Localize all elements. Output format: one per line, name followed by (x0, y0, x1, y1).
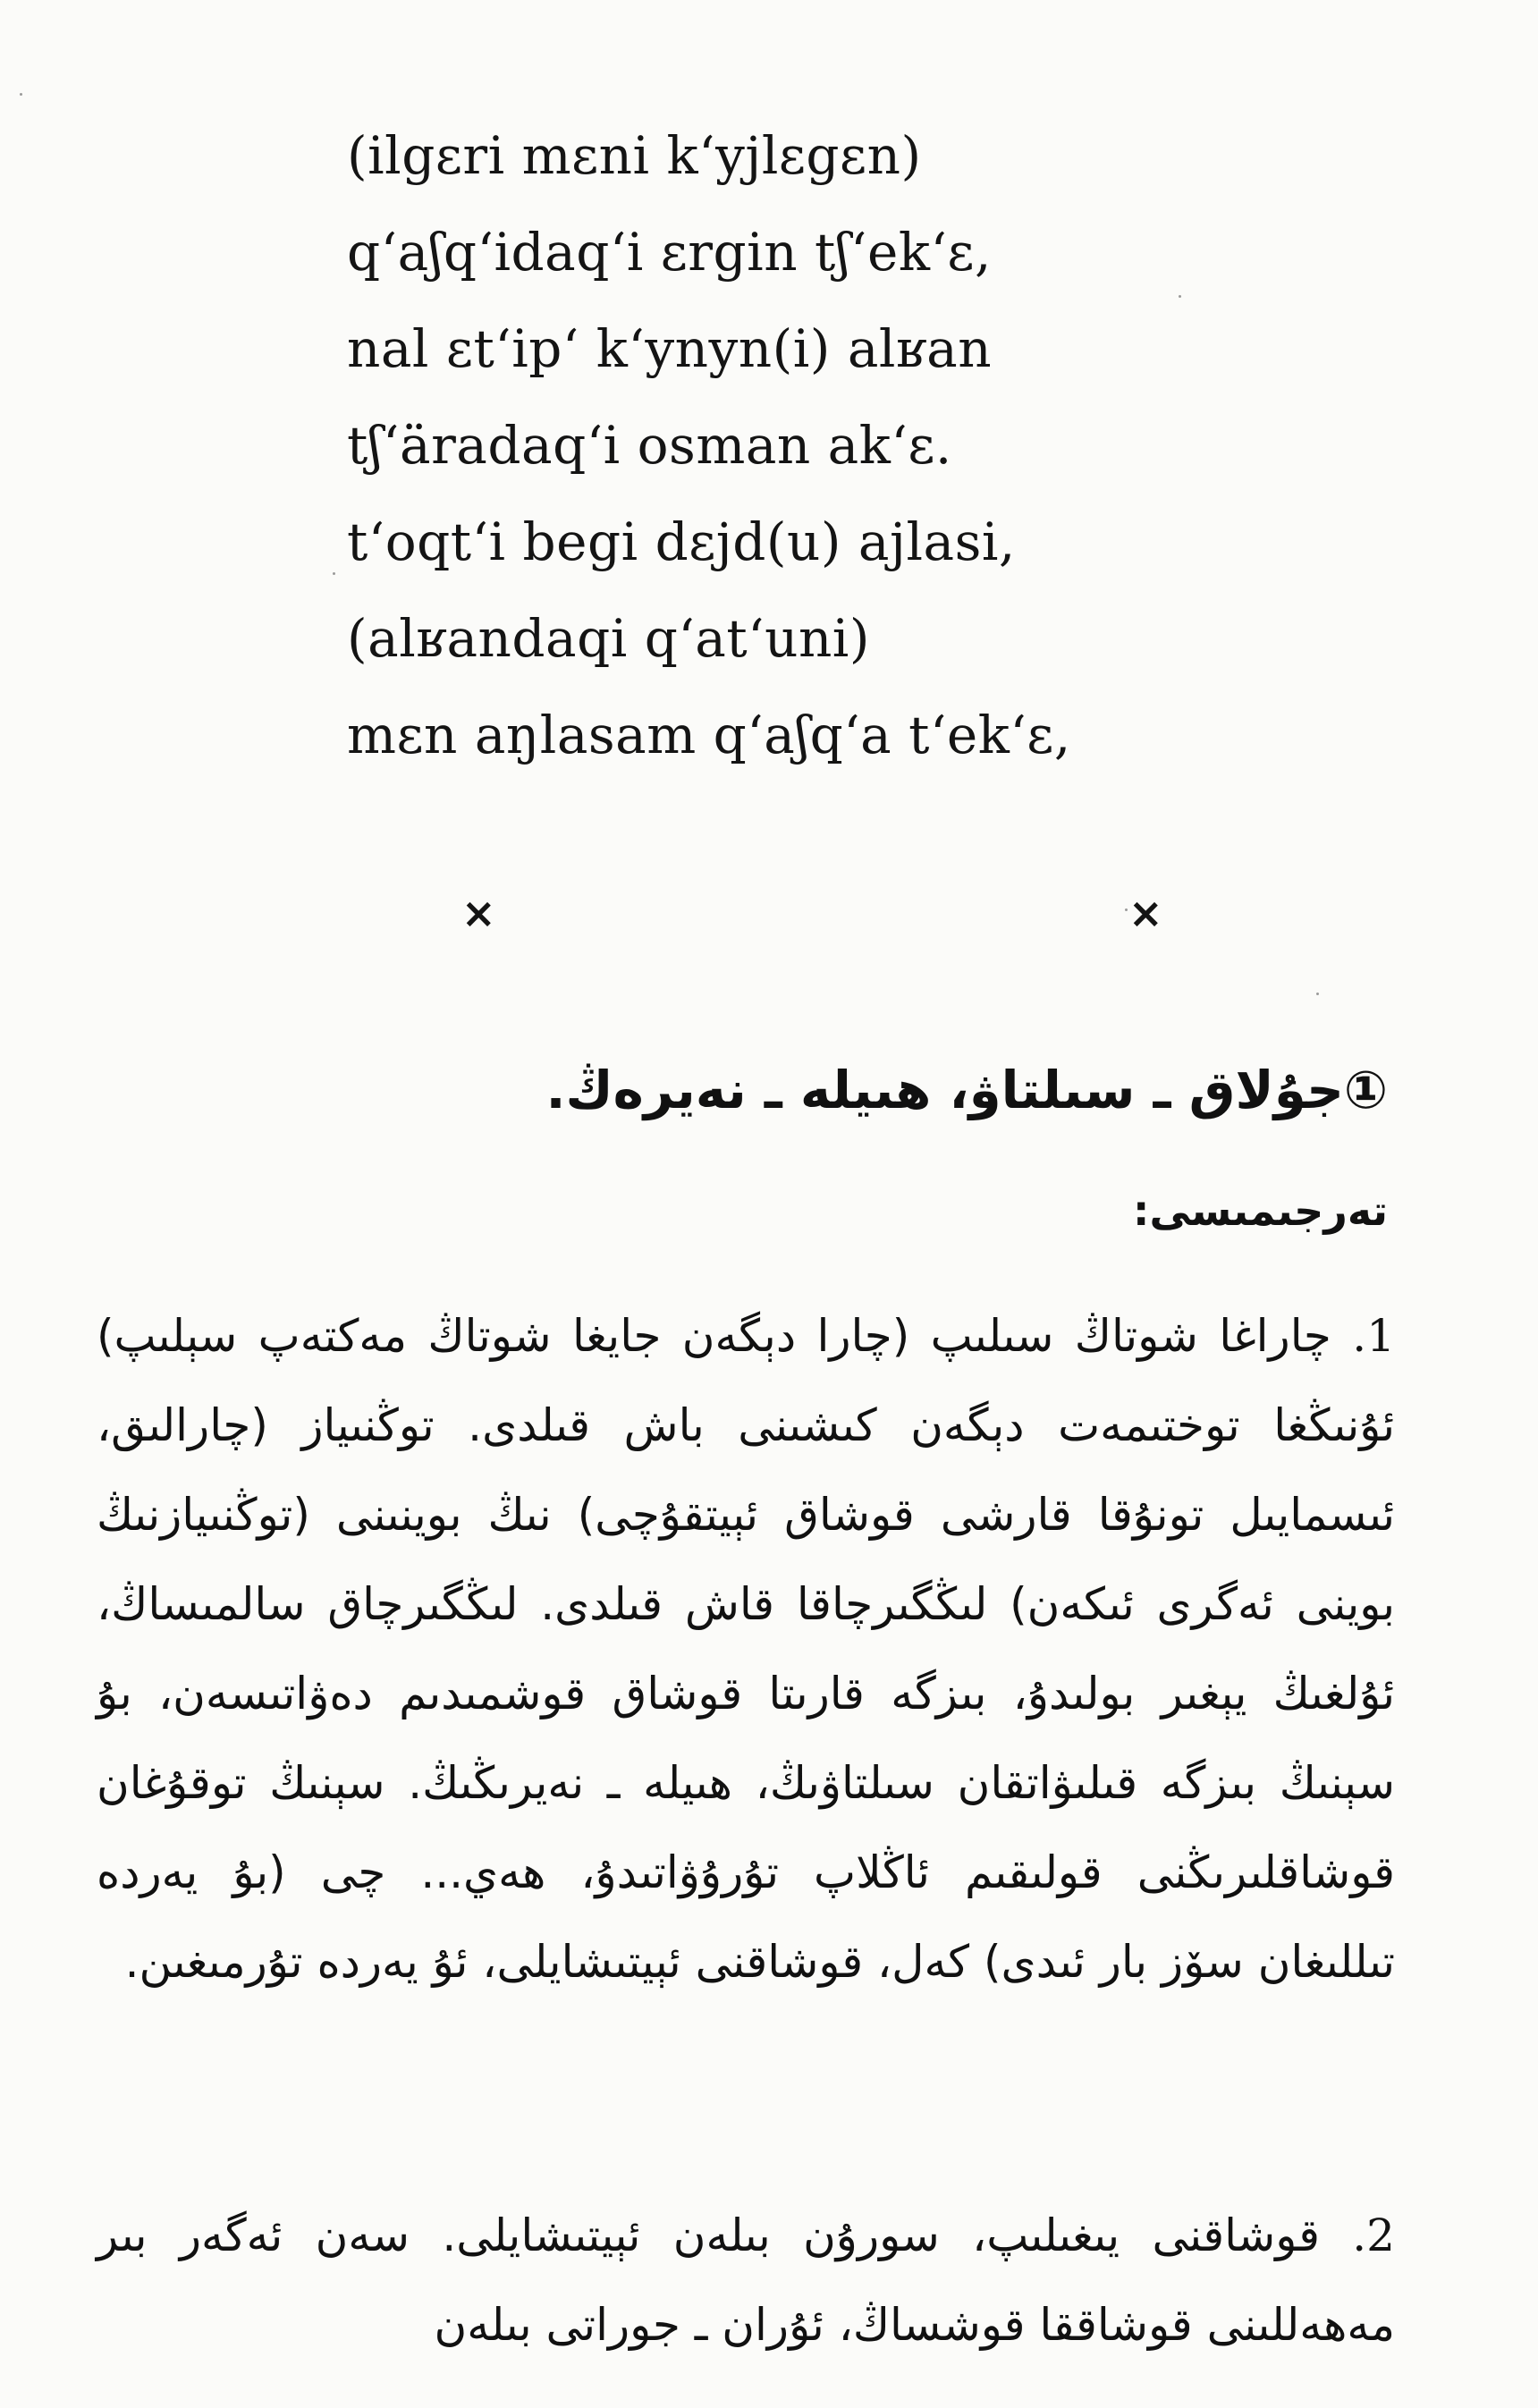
scan-speck (20, 93, 22, 96)
paragraph-number: 2. (1352, 2209, 1395, 2261)
translation-label: تەرجىمىسى: (1133, 1187, 1388, 1235)
paragraph-text: قوشاقنى يىغىلىپ، سورۇن بىلەن ئېيتىشايلى. سەن ئەگەر بىر مەھەللىنى قوشاققا قوشساڭ، ئۇران ـ جوراتى بىلەن (97, 2209, 1395, 2351)
poem-transliteration (347, 107, 1241, 783)
scan-speck (1125, 908, 1128, 911)
poem-line: mɛn aŋlasam q‘aʃq‘a t‘ek‘ɛ, (347, 705, 1071, 765)
paragraph-1 (97, 1291, 1395, 2007)
divider-mark-left: × (461, 889, 496, 937)
poem-line: (alʁandaqi q‘at‘uni) (347, 608, 870, 669)
poem-line: tʃ‘äradaq‘i osman ak‘ɛ. (347, 415, 952, 476)
poem-line: t‘oqt‘i begi dɛjd(u) ajlasi, (347, 511, 1016, 572)
poem-line: nal ɛt‘ip‘ k‘ynyn(i) alʁan (347, 318, 993, 379)
paragraph-2 (97, 2191, 1395, 2370)
scan-speck (333, 572, 335, 575)
section-heading: ①جۇلاق ـ سىلتاۋ، ھىيلە ـ نەيرەڭ. (545, 1060, 1388, 1120)
divider-mark-right: × (1128, 889, 1163, 937)
poem-line: (ilgɛri mɛni k‘yjlɛgɛn) (347, 125, 922, 186)
poem-line: q‘aʃq‘idaq‘i ɛrgin tʃ‘ek‘ɛ, (347, 222, 992, 283)
paragraph-text: چاراغا شوتاڭ سىلىپ (چارا دېگەن جايغا شوتاڭ مەكتەپ سېلىپ) ئۇنىڭغا توختىمەت دېگەن كىشىنى باش قىلدى. توڭنىياز (چارالىق، ئىسمايىل تونۇقا قارشى قوشاق ئېيتقۇچى) نىڭ بوينىنى (توڭنىيازنىڭ بوينى ئەگرى ئىكەن) لىڭگىرچاقا قاش قىلدى. لىڭگىرچاق سالمىساڭ، ئۇلغىڭ يېغىر بولىدۇ، بىزگە قارىتا قوشاق قوشمىدىم دەۋاتىسەن، بۇ سېنىڭ بىزگە قىلىۋاتقان سىلتاۋىڭ، ھىيلە ـ نەيرىڭىڭ. سېنىڭ توقۇغان قوشاقلىرىڭنى قولىقىم ئاڭلاپ تۇرۇۋاتىدۇ، ھەي... چى (بۇ يەردە تىللىغان سۆز بار ئىدى) كەل، قوشاقنى ئېيتىشايلى، ئۇ يەردە تۇرمىغىن. (97, 1310, 1395, 1988)
scan-speck (1316, 993, 1319, 995)
paragraph-number: 1. (1352, 1310, 1395, 1362)
